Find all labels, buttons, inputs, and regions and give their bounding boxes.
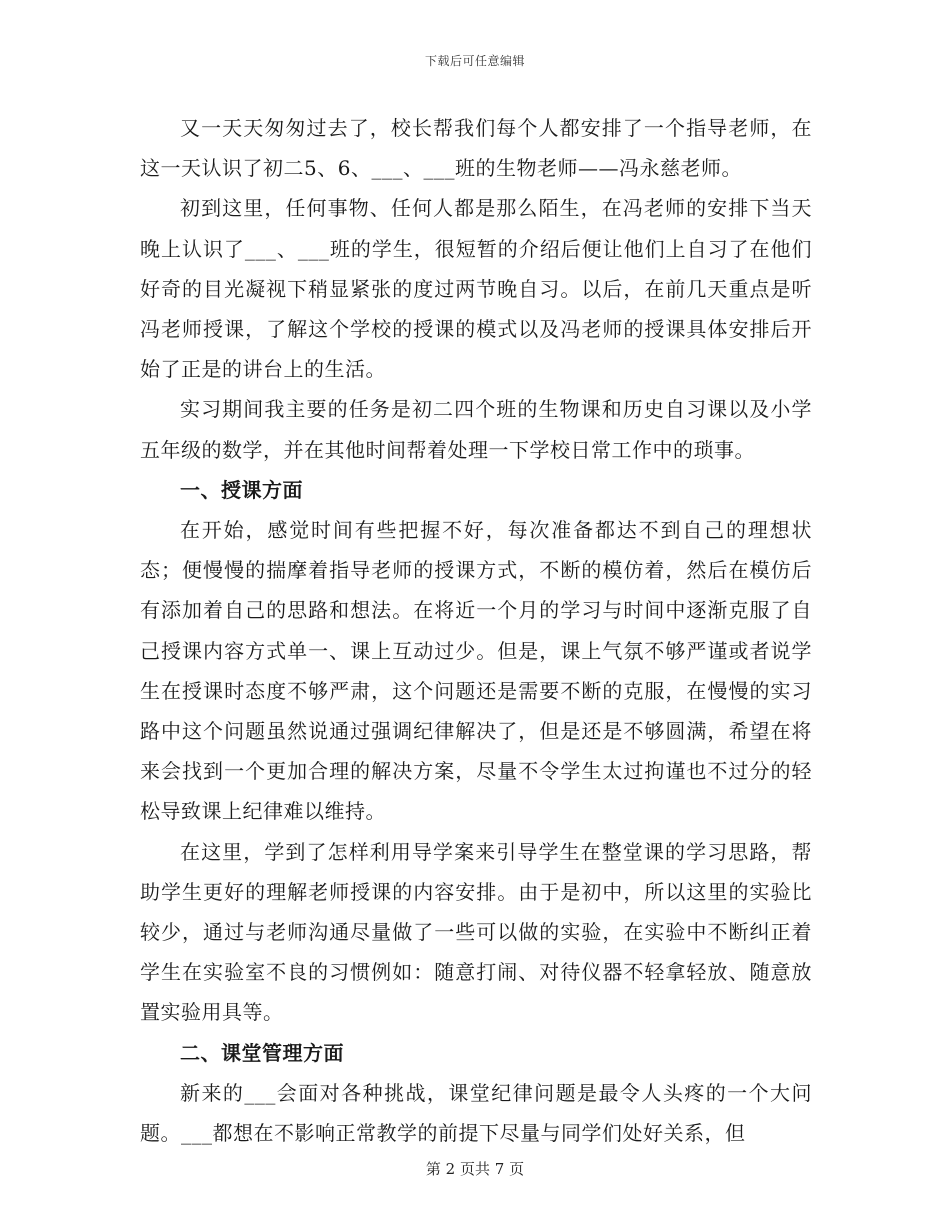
page-header: 下载后可任意编辑 [424, 54, 525, 68]
paragraph-1: 又一天天匆匆过去了，校长帮我们每个人都安排了一个指导老师，在这一天认识了初二5、6、___、___班的生物老师——冯永慈老师。 [140, 116, 812, 181]
document-body [140, 108, 812, 1153]
page-footer: 第 2 页共 7 页 [425, 1160, 525, 1178]
paragraph-5: 在这里，学到了怎样利用导学案来引导学生在整堂课的学习思路，帮助学生更好的理解老师授课的内容安排。由于是初中，所以这里的实验比较少，通过与老师沟通尽量做了一些可以做的实验，在实验中不断纠正着学生在实验室不良的习惯例如：随意打闹、对待仪器不轻拿轻放、随意放置实验用具等。 [140, 839, 812, 1025]
section-heading-classroom-management: 二、课堂管理方面 [180, 1040, 344, 1065]
section-heading-teaching: 一、授课方面 [180, 477, 303, 502]
paragraph-4: 在开始，感觉时间有些把握不好，每次准备都达不到自己的理想状态；便慢慢的揣摩着指导老师的授课方式，不断的模仿着，然后在模仿后有添加着自己的思路和想法。在将近一个月的学习与时间中逐渐克服了自己授课内容方式单一、课上互动过少。但是，课上气氛不够严谨或者说学生在授课时态度不够严肃，这个问题还是需要不断的克服，在慢慢的实习路中这个问题虽然说通过强调纪律解决了，但是还是不够圆满，希望在将来会找到一个更加合理的解决方案，尽量不令学生太过拘谨也不过分的轻松导致课上纪律难以维持。 [140, 518, 812, 824]
paragraph-6: 新来的___会面对各种挑战，课堂纪律问题是最令人头疼的一个大问题。___都想在不影响正常教学的前提下尽量与同学们处好关系，但 [140, 1080, 812, 1146]
paragraph-3: 实习期间我主要的任务是初二四个班的生物课和历史自习课以及小学五年级的数学，并在其他时间帮着处理一下学校日常工作中的琐事。 [140, 397, 812, 462]
paragraph-2: 初到这里，任何事物、任何人都是那么陌生，在冯老师的安排下当天晚上认识了___、___班的学生，很短暂的介绍后便让他们上自习了在他们好奇的目光凝视下稍显紧张的度过两节晚自习。以后，在前几天重点是听冯老师授课，了解这个学校的授课的模式以及冯老师的授课具体安排后开始了正是的讲台上的生活。 [140, 196, 812, 382]
